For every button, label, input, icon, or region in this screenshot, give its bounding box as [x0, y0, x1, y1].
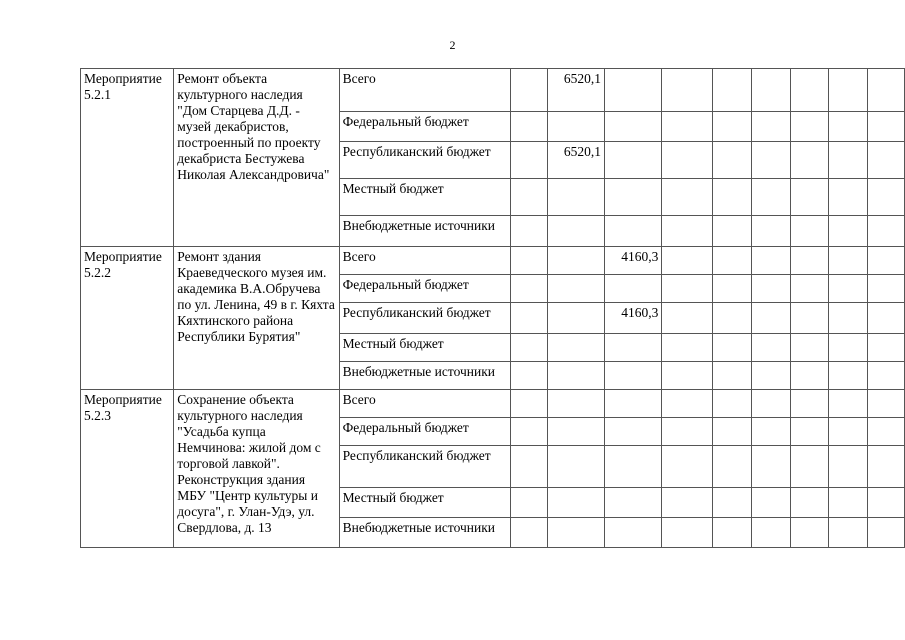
amount-cell — [713, 303, 752, 334]
amount-cell — [605, 142, 662, 179]
amount-cell — [547, 247, 604, 275]
amount-cell — [605, 179, 662, 216]
funding-source: Всего — [339, 390, 510, 418]
amount-cell — [605, 488, 662, 518]
amount-cell — [867, 446, 904, 488]
amount-cell — [510, 390, 547, 418]
amount-cell — [790, 446, 829, 488]
amount-cell — [662, 446, 713, 488]
amount-cell — [510, 142, 547, 179]
amount-cell — [662, 179, 713, 216]
funding-source: Внебюджетные источники — [339, 216, 510, 247]
funding-source: Всего — [339, 69, 510, 112]
amount-cell — [547, 418, 604, 446]
amount-cell — [829, 334, 868, 362]
amount-cell — [510, 216, 547, 247]
amount-cell — [790, 275, 829, 303]
amount-cell — [662, 334, 713, 362]
amount-cell — [713, 247, 752, 275]
amount-cell — [510, 488, 547, 518]
amount-cell — [547, 179, 604, 216]
amount-cell — [662, 275, 713, 303]
amount-cell — [510, 334, 547, 362]
amount-cell — [547, 275, 604, 303]
funding-source: Республиканский бюджет — [339, 446, 510, 488]
amount-cell — [867, 247, 904, 275]
page-number: 2 — [449, 38, 456, 52]
amount-cell — [605, 446, 662, 488]
amount-cell — [790, 69, 829, 112]
amount-cell — [662, 112, 713, 142]
funding-source: Внебюджетные источники — [339, 518, 510, 548]
amount-cell — [752, 179, 791, 216]
amount-cell — [867, 216, 904, 247]
amount-cell — [713, 362, 752, 390]
amount-cell — [867, 142, 904, 179]
amount-cell — [510, 69, 547, 112]
funding-source: Республиканский бюджет — [339, 303, 510, 334]
amount-cell — [547, 362, 604, 390]
amount-cell — [547, 112, 604, 142]
amount-cell — [510, 446, 547, 488]
amount-cell — [547, 518, 604, 548]
amount-cell — [713, 390, 752, 418]
amount-cell — [662, 390, 713, 418]
amount-cell — [790, 179, 829, 216]
amount-cell — [713, 69, 752, 112]
amount-cell — [713, 488, 752, 518]
amount-cell — [547, 390, 604, 418]
amount-cell — [752, 142, 791, 179]
amount-cell — [547, 488, 604, 518]
funding-source: Федеральный бюджет — [339, 112, 510, 142]
amount-cell — [752, 247, 791, 275]
amount-cell — [829, 112, 868, 142]
amount-cell — [790, 418, 829, 446]
amount-cell — [605, 216, 662, 247]
amount-cell — [829, 446, 868, 488]
funding-source: Федеральный бюджет — [339, 418, 510, 446]
amount-cell — [713, 275, 752, 303]
amount-cell — [662, 216, 713, 247]
amount-cell — [713, 334, 752, 362]
amount-cell — [713, 446, 752, 488]
event-code: Мероприятие 5.2.3 — [81, 390, 174, 548]
amount-cell — [605, 334, 662, 362]
amount-cell — [752, 488, 791, 518]
amount-cell — [867, 275, 904, 303]
amount-cell — [752, 446, 791, 488]
event-code: Мероприятие 5.2.1 — [81, 69, 174, 247]
event-name: Ремонт здания Краеведческого музея им. академика В.А.Обручева по ул. Ленина, 49 в г. Кяхта Кяхтинского района Республики Бурятия" — [174, 247, 339, 390]
amount-cell — [829, 247, 868, 275]
amount-cell — [752, 275, 791, 303]
amount-cell: 6520,1 — [547, 142, 604, 179]
amount-cell — [713, 418, 752, 446]
amount-cell — [510, 275, 547, 303]
amount-cell — [605, 362, 662, 390]
amount-cell — [790, 362, 829, 390]
amount-cell — [790, 247, 829, 275]
amount-cell — [752, 216, 791, 247]
amount-cell — [790, 390, 829, 418]
amount-cell — [662, 247, 713, 275]
amount-cell — [547, 334, 604, 362]
amount-cell — [605, 69, 662, 112]
amount-cell — [713, 518, 752, 548]
funding-table-body — [81, 69, 905, 548]
amount-cell — [790, 518, 829, 548]
amount-cell — [867, 179, 904, 216]
amount-cell: 4160,3 — [605, 303, 662, 334]
amount-cell — [510, 518, 547, 548]
amount-cell — [713, 142, 752, 179]
amount-cell — [867, 418, 904, 446]
amount-cell — [829, 488, 868, 518]
amount-cell — [752, 418, 791, 446]
amount-cell — [713, 179, 752, 216]
amount-cell — [547, 216, 604, 247]
amount-cell — [867, 362, 904, 390]
amount-cell — [867, 488, 904, 518]
event-name: Сохранение объекта культурного наследия "Усадьба купца Немчинова: жилой дом с торговой лавкой". Реконструкция здания МБУ "Центр культуры и досуга", г. Улан-Удэ, ул. Свердлова, д. 13 — [174, 390, 339, 548]
amount-cell — [752, 112, 791, 142]
amount-cell — [605, 112, 662, 142]
table-row — [81, 390, 905, 418]
funding-source: Местный бюджет — [339, 179, 510, 216]
amount-cell — [829, 418, 868, 446]
amount-cell — [662, 303, 713, 334]
amount-cell — [829, 518, 868, 548]
event-code: Мероприятие 5.2.2 — [81, 247, 174, 390]
amount-cell — [510, 112, 547, 142]
amount-cell — [605, 418, 662, 446]
amount-cell — [867, 334, 904, 362]
amount-cell — [547, 446, 604, 488]
amount-cell — [829, 179, 868, 216]
amount-cell — [790, 303, 829, 334]
amount-cell — [790, 488, 829, 518]
amount-cell — [662, 518, 713, 548]
amount-cell — [662, 142, 713, 179]
amount-cell — [605, 518, 662, 548]
amount-cell — [713, 216, 752, 247]
funding-source: Внебюджетные источники — [339, 362, 510, 390]
amount-cell — [510, 303, 547, 334]
amount-cell — [829, 142, 868, 179]
amount-cell — [752, 390, 791, 418]
amount-cell — [752, 69, 791, 112]
amount-cell — [867, 69, 904, 112]
amount-cell — [605, 390, 662, 418]
amount-cell — [510, 247, 547, 275]
amount-cell — [829, 362, 868, 390]
amount-cell — [662, 418, 713, 446]
amount-cell — [752, 518, 791, 548]
amount-cell — [867, 518, 904, 548]
funding-source: Местный бюджет — [339, 488, 510, 518]
amount-cell — [752, 303, 791, 334]
funding-source: Федеральный бюджет — [339, 275, 510, 303]
amount-cell — [867, 390, 904, 418]
amount-cell — [790, 216, 829, 247]
funding-source: Местный бюджет — [339, 334, 510, 362]
event-name: Ремонт объекта культурного наследия "Дом Старцева Д.Д. - музей декабристов, построенный по проекту декабриста Бестужева Николая Александровича" — [174, 69, 339, 247]
amount-cell — [510, 362, 547, 390]
amount-cell — [662, 488, 713, 518]
amount-cell — [752, 362, 791, 390]
amount-cell — [790, 334, 829, 362]
funding-source: Республиканский бюджет — [339, 142, 510, 179]
amount-cell — [662, 362, 713, 390]
amount-cell — [829, 275, 868, 303]
amount-cell — [510, 418, 547, 446]
amount-cell — [829, 69, 868, 112]
amount-cell — [662, 69, 713, 112]
table-row — [81, 69, 905, 112]
amount-cell — [867, 112, 904, 142]
amount-cell — [790, 142, 829, 179]
amount-cell: 6520,1 — [547, 69, 604, 112]
amount-cell — [829, 303, 868, 334]
amount-cell — [867, 303, 904, 334]
funding-source: Всего — [339, 247, 510, 275]
amount-cell — [510, 179, 547, 216]
amount-cell — [713, 112, 752, 142]
amount-cell — [752, 334, 791, 362]
amount-cell: 4160,3 — [605, 247, 662, 275]
amount-cell — [829, 390, 868, 418]
amount-cell — [790, 112, 829, 142]
amount-cell — [605, 275, 662, 303]
amount-cell — [829, 216, 868, 247]
table-row — [81, 247, 905, 275]
funding-table — [80, 68, 905, 548]
amount-cell — [547, 303, 604, 334]
